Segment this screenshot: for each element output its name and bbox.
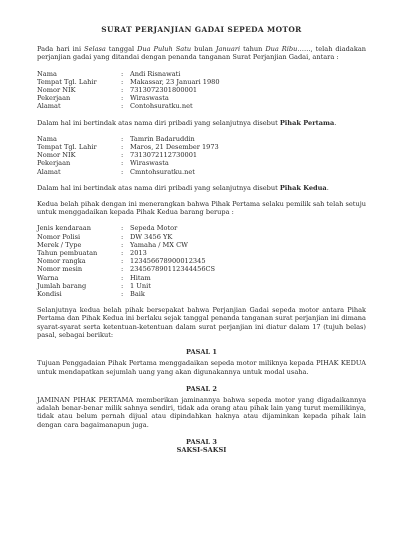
table-row bbox=[37, 257, 215, 265]
party2-note bbox=[37, 184, 366, 192]
row-colon: : bbox=[121, 134, 124, 143]
row-value: Andi Risnawati bbox=[130, 69, 181, 78]
note-text: Dalam hal ini bertindak atas nama diri pribadi yang selanjutnya disebut bbox=[37, 183, 280, 192]
row-value: Makassar, 23 Januari 1980 bbox=[130, 77, 220, 86]
table-row bbox=[37, 241, 215, 249]
row-colon: : bbox=[121, 151, 124, 160]
note-end: . bbox=[334, 118, 337, 127]
row-value: 234567890112344456CS bbox=[130, 265, 216, 274]
table-row bbox=[37, 151, 219, 159]
row-value: Wiraswasta bbox=[130, 159, 169, 168]
intro-paragraph bbox=[37, 45, 366, 61]
intro-day: Selasa bbox=[84, 45, 106, 54]
row-label: Nomor mesin bbox=[37, 265, 83, 274]
table-row bbox=[37, 290, 215, 298]
table-row bbox=[37, 86, 220, 94]
row-value: 123456678900012345 bbox=[130, 257, 206, 266]
intro-month: Januari bbox=[215, 45, 241, 54]
party1-note bbox=[37, 119, 366, 127]
row-colon: : bbox=[121, 240, 124, 249]
row-colon: : bbox=[121, 167, 124, 176]
row-value: 1 Unit bbox=[130, 281, 151, 290]
pasal1-text: Tujuan Penggadaian Pihak Pertama menggadaikan sepeda motor miliknya kepada PIHAK KEDUA untuk mendapatkan sejumlah uang yang akan digunakannya untuk modal usaha. bbox=[37, 359, 366, 376]
vehicle-table bbox=[37, 224, 215, 298]
row-colon: : bbox=[121, 249, 124, 258]
row-colon: : bbox=[121, 77, 124, 86]
row-value: Cmntohsuratku.net bbox=[130, 167, 195, 176]
row-colon: : bbox=[121, 86, 124, 95]
row-label: Tahun pembuatan bbox=[37, 249, 98, 258]
row-value: 2013 bbox=[130, 249, 147, 258]
row-colon: : bbox=[121, 69, 124, 78]
table-row bbox=[37, 282, 215, 290]
row-value: Hitam bbox=[130, 273, 151, 282]
intro-text: Pada hari ini bbox=[37, 45, 85, 54]
row-value: 7313072301800001 bbox=[130, 86, 198, 95]
row-label: Pekerjaan bbox=[37, 159, 71, 168]
intro-year: Dua Ribu bbox=[265, 45, 298, 54]
intro-text: tanggal bbox=[105, 45, 138, 54]
terms-paragraph: Selanjutnya kedua belah pihak bersepakat bahwa Perjanjian Gadai sepeda motor antara Pihak Pertama dan Pihak Kedua ini berlaku sejak tanggal penanda tanganan surat perjanjian ini dimana syarat-syarat serta ketentuan-ketentuan dalam surat perjanjian ini diatur dalam 17 (tujuh belas) pasal, sebagai berikut: bbox=[37, 306, 366, 339]
party2-role: Pihak Kedua bbox=[279, 183, 327, 192]
row-value: Maros, 21 Desember 1973 bbox=[130, 143, 219, 152]
table-row bbox=[37, 102, 220, 110]
row-colon: : bbox=[121, 290, 124, 299]
document-title: SURAT PERJANJIAN GADAI SEPEDA MOTOR bbox=[101, 25, 302, 34]
intro-text: bulan bbox=[191, 45, 216, 54]
row-label: Nomor rangka bbox=[37, 257, 86, 266]
table-row bbox=[37, 224, 215, 232]
table-row bbox=[37, 265, 215, 273]
row-colon: : bbox=[121, 257, 124, 266]
note-end: . bbox=[326, 183, 329, 192]
row-value: Baik bbox=[130, 290, 145, 299]
row-colon: : bbox=[121, 94, 124, 103]
row-value: Yamaha / MX CW bbox=[130, 240, 188, 249]
intro-text: ……, telah diadakan perjanjian gadai yang ditandai dengan penanda tanganan Surat Perjanjian Gadai, antara : bbox=[37, 45, 366, 62]
table-row bbox=[37, 70, 220, 78]
pasal2-text: JAMINAN PIHAK PERTAMA memberikan jaminannya bahwa sepeda motor yang digadaikannya adalah benar-benar milik sahnya sendiri, tidak ada orang atau pihak lain yang turut memilikinya, tidak atau belum pernah dijual atau dipindahkan haknya atau dijaminkan kepada pihak lain dengan cara bagaimanapun juga. bbox=[37, 395, 366, 429]
row-value: DW 3456 YK bbox=[130, 232, 173, 241]
party1-table bbox=[37, 70, 220, 111]
row-colon: : bbox=[121, 159, 124, 168]
row-value: 7313072112730001 bbox=[130, 151, 198, 160]
pasal1-heading: PASAL 1 bbox=[186, 348, 217, 357]
row-label: Jenis kendaraan bbox=[37, 224, 91, 233]
row-label: Nomor NIK bbox=[37, 86, 76, 95]
row-colon: : bbox=[121, 232, 124, 241]
intro-text: tahun bbox=[240, 45, 266, 54]
row-colon: : bbox=[121, 224, 124, 233]
row-label: Kondisi bbox=[37, 290, 62, 299]
agreement-paragraph: Kedua belah pihak dengan ini menerangkan bahwa Pihak Pertama selaku pemilik sah telah setuju untuk menggadaikan kepada Pihak Kedua barang berupa : bbox=[37, 200, 366, 217]
row-label: Nomor Polisi bbox=[37, 232, 81, 241]
row-label: Pekerjaan bbox=[37, 94, 71, 103]
row-label: Nama bbox=[37, 69, 57, 78]
pasal2-heading: PASAL 2 bbox=[186, 384, 217, 393]
row-colon: : bbox=[121, 265, 124, 274]
row-label: Tempat Tgl. Lahir bbox=[37, 143, 97, 152]
party2-table bbox=[37, 135, 219, 176]
table-row bbox=[37, 233, 215, 241]
table-row bbox=[37, 78, 220, 86]
row-colon: : bbox=[121, 143, 124, 152]
table-row bbox=[37, 168, 219, 176]
table-row bbox=[37, 159, 219, 167]
party1-role: Pihak Pertama bbox=[279, 118, 335, 127]
row-label: Jumlah barang bbox=[37, 281, 87, 290]
row-label: Warna bbox=[37, 273, 59, 282]
note-text: Dalam hal ini bertindak atas nama diri pribadi yang selanjutnya disebut bbox=[37, 118, 280, 127]
row-colon: : bbox=[121, 273, 124, 282]
row-label: Nomor NIK bbox=[37, 151, 76, 160]
row-value: Sepeda Motor bbox=[130, 224, 178, 233]
row-colon: : bbox=[121, 281, 124, 290]
row-label: Alamat bbox=[37, 102, 61, 111]
pasal3-subheading: SAKSI-SAKSI bbox=[176, 445, 227, 454]
row-label: Tempat Tgl. Lahir bbox=[37, 77, 97, 86]
row-value: Tamrin Badaruddin bbox=[130, 134, 195, 143]
row-colon: : bbox=[121, 102, 124, 111]
pasal3-heading: PASAL 3 bbox=[186, 437, 217, 446]
row-label: Merek / Type bbox=[37, 240, 82, 249]
row-value: Contohsuratku.net bbox=[130, 102, 193, 111]
row-label: Alamat bbox=[37, 167, 61, 176]
intro-date: Dua Puluh Satu bbox=[137, 45, 192, 54]
table-row bbox=[37, 274, 215, 282]
table-row bbox=[37, 249, 215, 257]
table-row bbox=[37, 94, 220, 102]
row-label: Nama bbox=[37, 134, 57, 143]
table-row bbox=[37, 143, 219, 151]
row-value: Wiraswasta bbox=[130, 94, 169, 103]
table-row bbox=[37, 135, 219, 143]
